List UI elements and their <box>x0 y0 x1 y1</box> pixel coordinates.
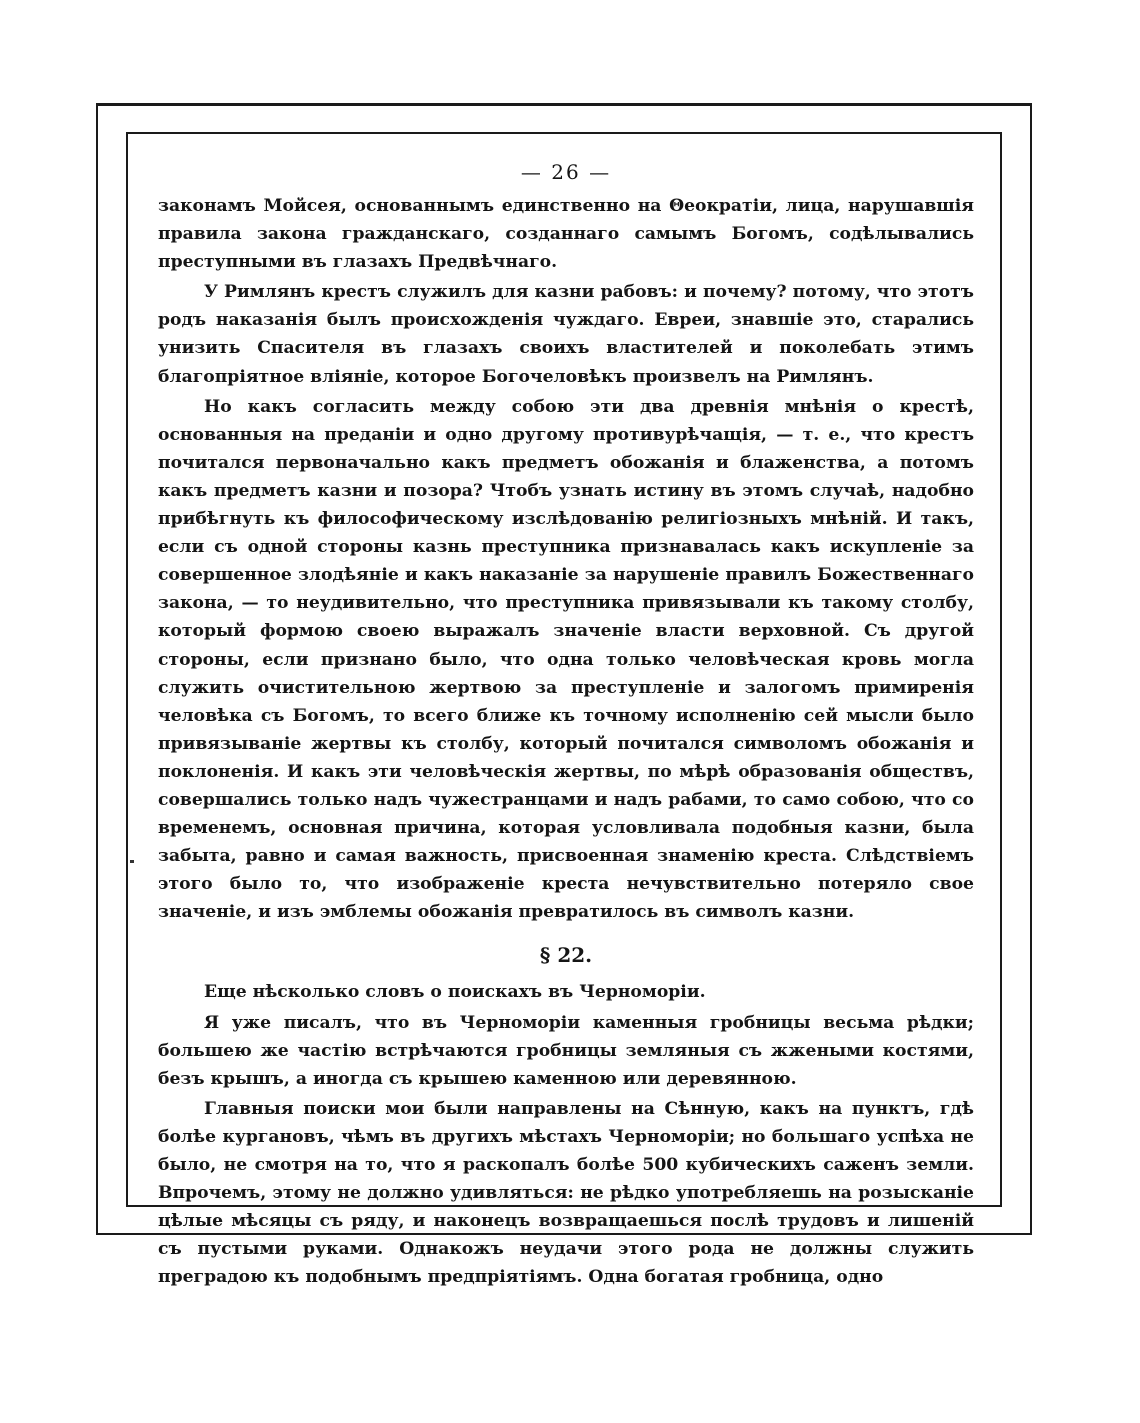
paragraph-section-intro: Еще нѣсколько словъ о поискахъ въ Черноморіи. <box>204 982 706 1003</box>
paragraph-romans-cross: У Римлянъ крестъ служилъ для казни рабовъ: и почему? потому, что этотъ родъ наказанія былъ происхожденія чуждаго. Евреи, знавшіе это, старались унизить Спасителя въ глазахъ своихъ властителей и поколебать этимъ благопріятное вліяніе, которое Богочеловѣкъ произвелъ на Римлянъ. <box>158 282 974 387</box>
page-body <box>158 152 974 1291</box>
paragraph-excavations: Главныя поиски мои были направлены на Сѣнную, какъ на пунктъ, гдѣ болѣе кургановъ, чѣмъ въ другихъ мѣстахъ Черноморіи; но большаго успѣха не было, не смотря на то, что я раскопалъ болѣе 500 кубическихъ саженъ земли. Впрочемъ, этому не должно удивляться: не рѣдко употребляешь на розысканіе цѣлые мѣсяцы съ ряду, и наконецъ возвращаешься послѣ трудовъ и лишеній съ пустыми руками. Однакожъ неудачи этого рода не должны служить преградою къ подобнымъ предпріятіямъ. Одна богатая гробница, одно <box>158 1098 974 1288</box>
print-mark <box>130 860 134 863</box>
section-heading: § 22. <box>539 943 593 968</box>
paragraph-stone-tombs: Я уже писалъ, что въ Черноморіи каменныя гробницы весьма рѣдки; большею же частію встрѣчаются гробницы земляныя съ жжеными костями, безъ крышъ, а иногда съ крышею каменною или деревянною. <box>158 1012 974 1089</box>
paragraph-ancient-opinions: Но какъ согласить между собою эти два древнія мнѣнія о крестѣ, основанныя на преданіи и одно другому противурѣчащія, — т. е., что крестъ почитался первоначально какъ предметъ обожанія и блаженства, а потомъ какъ предметъ казни и позора? Чтобъ узнать истину въ этомъ случаѣ, надобно прибѣгнуть къ философическому изслѣдованію религіозныхъ мнѣній. И такъ, если съ одной стороны казнь преступника признавалась какъ искупленіе за совершенное злодѣяніе и какъ наказаніе за нарушеніе правилъ Божественнаго закона, — то неудивительно, что преступника привязывали къ такому столбу, который формою своею выражалъ значеніе власти верховной. Съ другой стороны, если признано было, что одна только человѣческая кровь могла служить очистительною жертвою за преступленіе и залогомъ примиренія человѣка съ Богомъ, то всего ближе къ точному исполненію сей мысли было привязываніе жертвы къ столбу, который почитался символомъ обожанія и поклоненія. И какъ эти человѣческія жертвы, по мѣрѣ образованія обществъ, совершались только надъ чужестранцами и надъ рабами, то само собою, что со временемъ, основная причина, которая условливала подобныя казни, была забыта, равно и самая важность, присвоенная знаменію креста. Слѣдствіемъ этого было то, что изображеніе креста нечувствительно потеряло свое значеніе, и изъ эмблемы обожанія превратилось въ символъ казни. <box>158 396 974 923</box>
page-number: — 26 — <box>520 160 612 184</box>
paragraph-continuation: законамъ Мойсея, основаннымъ единственно на Θеократіи, лица, нарушавшія правила закона гражданскаго, созданнаго самымъ Богомъ, содѣлывались преступными въ глазахъ Предвѣчнаго. <box>158 196 974 273</box>
